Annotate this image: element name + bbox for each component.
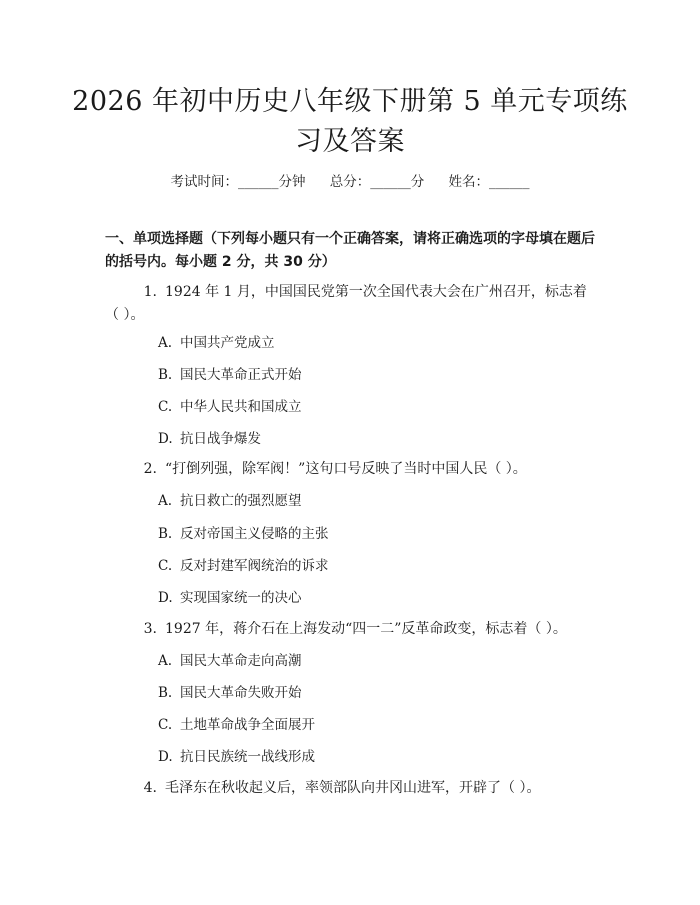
- question-number: 2.: [143, 461, 157, 477]
- option-text: 抗日救亡的强烈愿望: [180, 493, 302, 509]
- document-title: [0, 82, 700, 162]
- option-text: 抗日民族统一战线形成: [180, 749, 315, 765]
- question-text: 1927 年，蒋介石在上海发动“四一二”反革命政变，标志着（ ）。: [165, 621, 567, 637]
- option-letter: A.: [158, 653, 173, 669]
- question-number: 3.: [143, 621, 157, 637]
- option: [158, 397, 302, 417]
- title-line-2: 习及答案: [295, 126, 405, 157]
- option: [158, 365, 302, 385]
- option: [158, 715, 315, 735]
- option: [158, 333, 275, 353]
- option: [158, 588, 302, 608]
- question-text: 1924 年 1 月，中国国民党第一次全国代表大会在广州召开，标志着（ ）。: [105, 284, 587, 323]
- question-number: 1.: [143, 284, 157, 300]
- option-letter: B.: [158, 367, 173, 383]
- option-letter: C.: [158, 399, 173, 415]
- option-letter: A.: [158, 335, 173, 351]
- option: [158, 491, 302, 511]
- option-letter: C.: [158, 558, 173, 574]
- question-3: [105, 618, 600, 641]
- option-text: 中华人民共和国成立: [180, 399, 302, 415]
- option: [158, 683, 302, 703]
- title-line-1: 2026 年初中历史八年级下册第 5 单元专项练: [72, 86, 628, 117]
- question-1: [105, 281, 600, 327]
- option-text: 反对帝国主义侵略的主张: [180, 526, 329, 542]
- question-text: “打倒列强，除军阀！”这句口号反映了当时中国人民（ ）。: [165, 461, 527, 477]
- exam-info: [0, 170, 700, 190]
- option: [158, 524, 329, 544]
- option-text: 国民大革命正式开始: [180, 367, 302, 383]
- option-letter: D.: [158, 431, 173, 447]
- option-text: 国民大革命失败开始: [180, 685, 302, 701]
- option: [158, 556, 329, 576]
- option-text: 抗日战争爆发: [180, 431, 261, 447]
- question-text: 毛泽东在秋收起义后，率领部队向井冈山进军，开辟了（ ）。: [165, 780, 541, 796]
- option-text: 实现国家统一的决心: [180, 590, 302, 606]
- option: [158, 747, 315, 767]
- option-letter: D.: [158, 590, 173, 606]
- option-letter: B.: [158, 685, 173, 701]
- question-4: [105, 777, 600, 800]
- option: [158, 651, 302, 671]
- option-letter: B.: [158, 526, 173, 542]
- exam-time: 考试时间：______分钟: [170, 174, 306, 190]
- question-2: [105, 458, 600, 481]
- option-text: 反对封建军阀统治的诉求: [180, 558, 329, 574]
- option-text: 中国共产党成立: [180, 335, 275, 351]
- option: [158, 429, 261, 449]
- option-letter: D.: [158, 749, 173, 765]
- question-number: 4.: [143, 780, 157, 796]
- option-letter: C.: [158, 717, 173, 733]
- student-name: 姓名：______: [448, 174, 530, 190]
- option-text: 国民大革命走向高潮: [180, 653, 302, 669]
- exam-score: 总分：______分: [329, 174, 425, 190]
- option-letter: A.: [158, 493, 173, 509]
- option-text: 土地革命战争全面展开: [180, 717, 315, 733]
- section-heading: 一、单项选择题（下列每小题只有一个正确答案，请将正确选项的字母填在题后的括号内。每小题 2 分，共 30 分）: [105, 231, 595, 270]
